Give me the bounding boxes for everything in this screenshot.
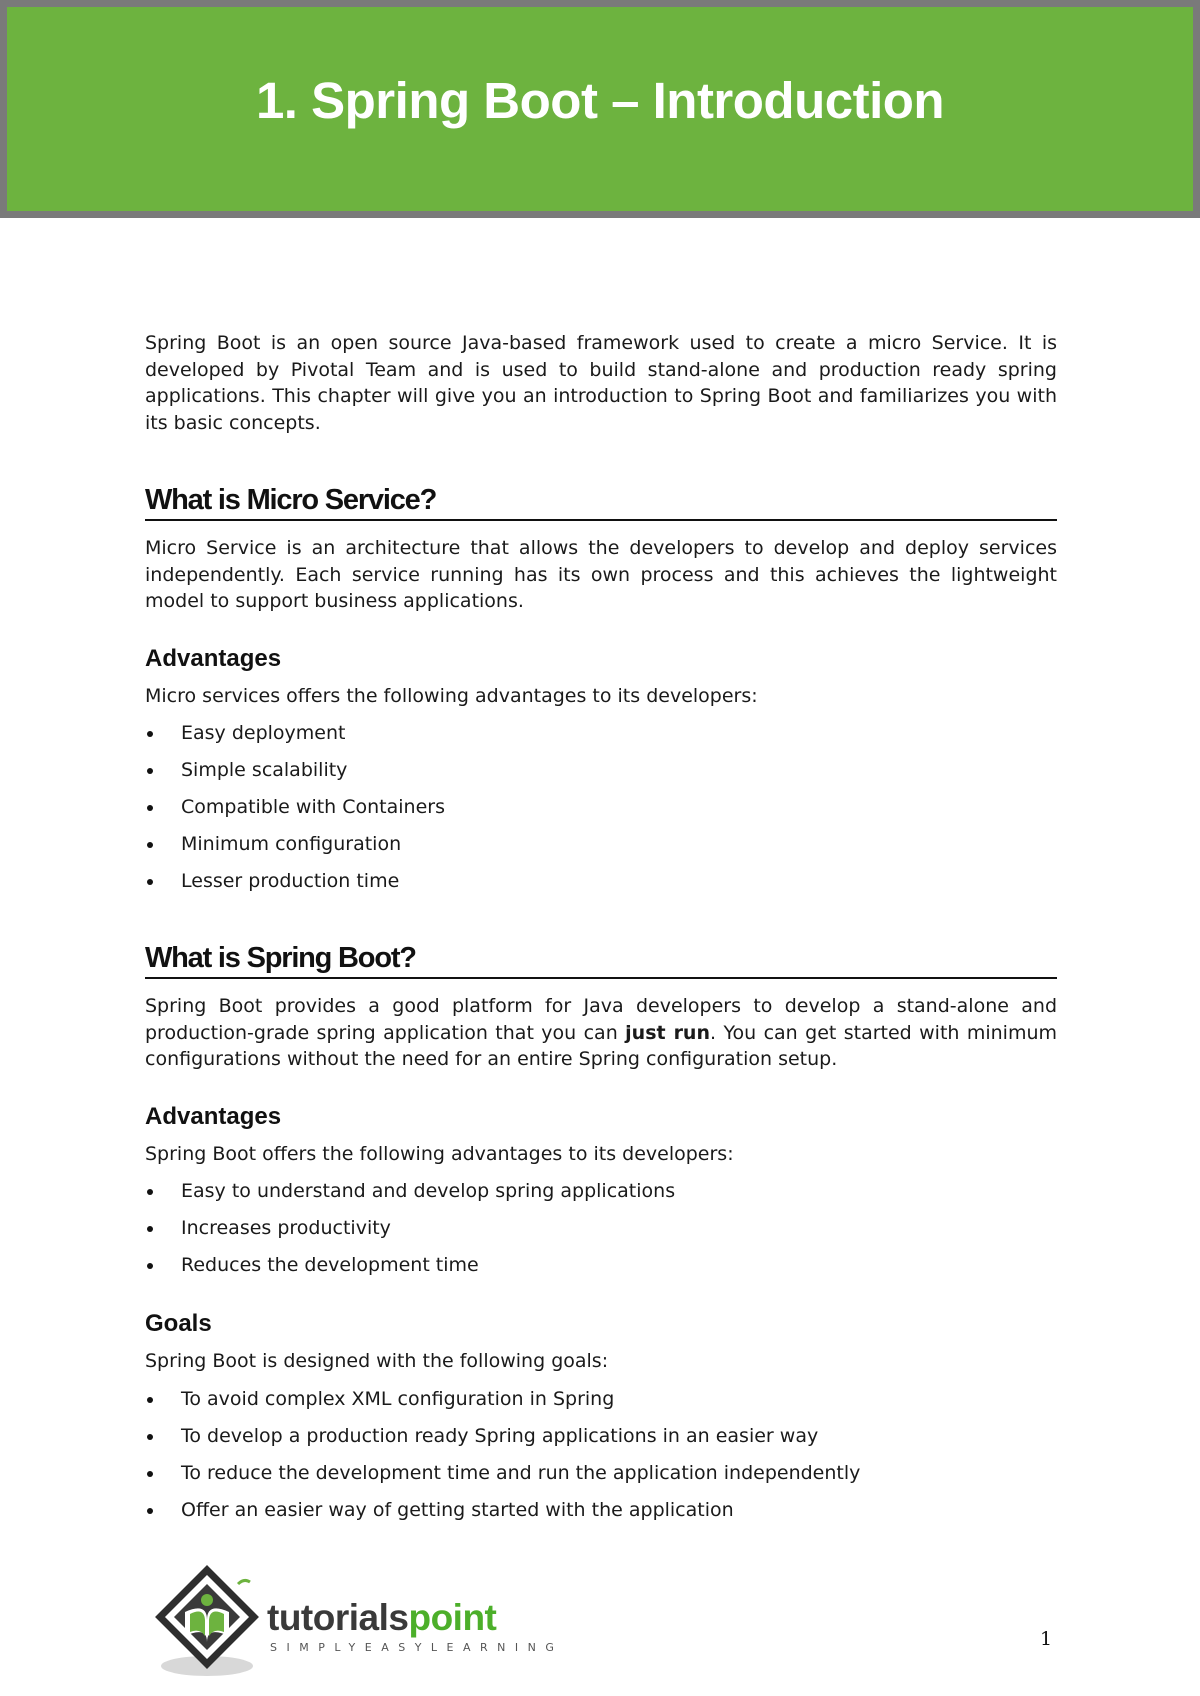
list-item: Easy deployment [145, 715, 1057, 752]
list-item: Lesser production time [145, 863, 1057, 900]
goals-list [145, 1381, 1057, 1529]
emphasis-just-run: just run [625, 1021, 710, 1044]
spring-boot-paragraph: Spring Boot provides a good platform for Java developers to develop a stand-alone and production-grade spring application that you can just run. You can get started with minimum configurations without the need for an entire Spring configuration setup. [145, 995, 1058, 1070]
logo-tagline: SIMPLYEASYLEARNING [270, 1641, 564, 1654]
spring-advantages-lead: Spring Boot offers the following advantages to its developers: [145, 1142, 734, 1165]
micro-service-paragraph: Micro Service is an architecture that allows the developers to develop and deploy services independently. Each service running has its own process and this achieves the lightweight model to support business applications. [145, 537, 1057, 612]
page-number: 1 [1040, 1628, 1053, 1650]
list-item: Offer an easier way of getting started with the application [145, 1492, 1057, 1529]
list-item: Simple scalability [145, 752, 1057, 789]
subheading-micro-advantages: Advantages [145, 644, 282, 672]
section-heading-micro-service: What is Micro Service? [145, 484, 1057, 521]
list-item: Increases productivity [145, 1210, 1057, 1247]
list-item: To reduce the development time and run the application independently [145, 1455, 1057, 1492]
logo-emblem-icon [152, 1562, 272, 1682]
list-item: Compatible with Containers [145, 789, 1057, 826]
list-item: Reduces the development time [145, 1247, 1057, 1284]
section-heading-spring-boot: What is Spring Boot? [145, 942, 1057, 979]
spring-advantages-list [145, 1173, 1057, 1284]
list-item: Minimum configuration [145, 826, 1057, 863]
logo-wordmark: tutorialspoint [267, 1597, 497, 1638]
micro-advantages-lead: Micro services offers the following advantages to its developers: [145, 684, 758, 707]
micro-advantages-list [145, 715, 1057, 900]
subheading-goals: Goals [145, 1310, 212, 1337]
goals-lead: Spring Boot is designed with the following goals: [145, 1350, 609, 1372]
subheading-spring-advantages: Advantages [145, 1102, 282, 1130]
list-item: To avoid complex XML configuration in Spring [145, 1381, 1057, 1418]
chapter-title: 1. Spring Boot – Introduction [255, 72, 945, 129]
tutorialspoint-logo [152, 1562, 564, 1682]
page-content [145, 330, 1057, 1529]
intro-paragraph: Spring Boot is an open source Java-based framework used to create a micro Service. It is developed by Pivotal Team and is used to build stand-alone and production ready spring applications. This chapter will give you an introduction to Spring Boot and familiarizes you with its basic concepts. [145, 332, 1057, 434]
list-item: Easy to understand and develop spring applications [145, 1173, 1057, 1210]
list-item: To develop a production ready Spring applications in an easier way [145, 1418, 1057, 1455]
chapter-banner [0, 0, 1200, 218]
